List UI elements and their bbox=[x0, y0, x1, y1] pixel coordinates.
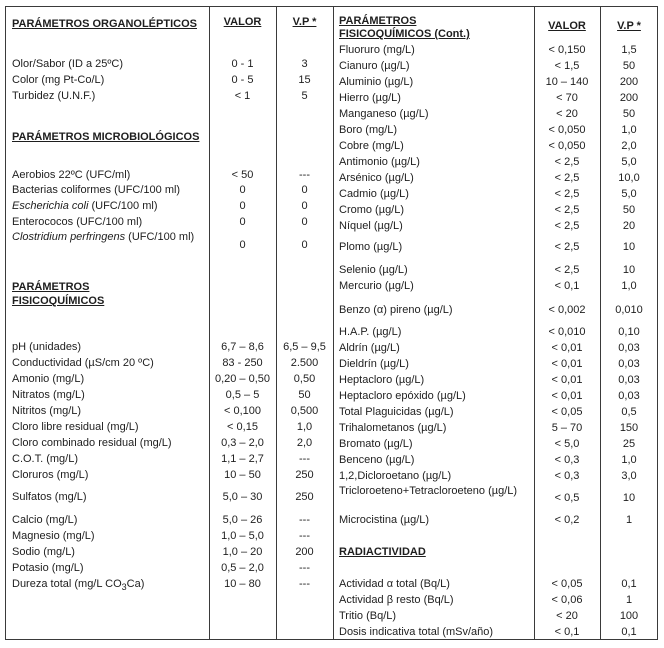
parameter-vp: --- bbox=[299, 530, 310, 542]
section-title-microbiologicos: PARÁMETROS MICROBIOLÓGICOS bbox=[12, 131, 200, 143]
parameter-name: Plomo (µg/L) bbox=[339, 241, 403, 253]
parameter-name: Nitratos (mg/L) bbox=[12, 389, 85, 401]
parameter-value: 10 – 140 bbox=[545, 76, 589, 88]
parameter-vp: 0 bbox=[301, 216, 308, 228]
parameter-vp: 1,0 bbox=[621, 124, 637, 136]
parameter-vp: 0,03 bbox=[618, 358, 640, 370]
parameter-vp: 15 bbox=[298, 74, 311, 86]
parameter-value: 6,7 – 8,6 bbox=[221, 341, 264, 353]
parameter-name: Magnesio (mg/L) bbox=[12, 530, 95, 542]
parameter-name: Nitritos (mg/L) bbox=[12, 405, 82, 417]
parameter-name: Heptacloro epóxido (µg/L) bbox=[339, 390, 466, 402]
parameter-name: Cloro libre residual (mg/L) bbox=[12, 421, 139, 433]
parameter-value: < 0,050 bbox=[548, 124, 586, 136]
parameter-name: Olor/Sabor (ID a 25ºC) bbox=[12, 58, 123, 70]
parameter-value: < 5,0 bbox=[554, 438, 580, 450]
parameter-name: Bacterias coliformes (UFC/100 ml) bbox=[12, 184, 181, 196]
parameter-name: Heptacloro (µg/L) bbox=[339, 374, 425, 386]
parameter-name: Bromato (µg/L) bbox=[339, 438, 413, 450]
section-title-fisicoquimicos: PARÁMETROS bbox=[12, 281, 90, 293]
parameter-value: < 70 bbox=[556, 92, 578, 104]
parameter-vp: 1,0 bbox=[296, 421, 313, 433]
parameter-value: 10 – 80 bbox=[224, 578, 261, 590]
parameter-vp: 100 bbox=[619, 610, 639, 622]
column-divider bbox=[333, 7, 334, 639]
parameter-name: Cloruros (mg/L) bbox=[12, 469, 89, 481]
parameter-name: Benceno (µg/L) bbox=[339, 454, 415, 466]
parameter-name: Dieldrín (µg/L) bbox=[339, 358, 409, 370]
parameter-value: < 0,15 bbox=[227, 421, 258, 433]
parameter-value: 0,20 – 0,50 bbox=[214, 373, 271, 385]
parameter-value: < 0,05 bbox=[551, 406, 583, 418]
parameter-vp: 5 bbox=[301, 90, 308, 102]
parameter-vp: 1 bbox=[625, 514, 633, 526]
parameter-vp: 0,500 bbox=[290, 405, 319, 417]
parameter-name: Boro (mg/L) bbox=[339, 124, 398, 136]
parameter-name: Sodio (mg/L) bbox=[12, 546, 75, 558]
parameter-name: Color (mg Pt-Co/L) bbox=[12, 74, 105, 86]
parameter-vp: 20 bbox=[622, 220, 636, 232]
parameter-vp: --- bbox=[299, 562, 310, 574]
parameter-value: < 20 bbox=[556, 610, 578, 622]
parameter-name: Actividad β resto (Bq/L) bbox=[339, 594, 454, 606]
parameter-name: Selenio (µg/L) bbox=[339, 264, 408, 276]
parameter-value: 5 – 70 bbox=[551, 422, 583, 434]
parameter-value: 0 bbox=[239, 200, 246, 212]
parameter-vp: 150 bbox=[619, 422, 639, 434]
parameter-vp: 5,0 bbox=[621, 188, 637, 200]
section-title-organolepticos: PARÁMETROS ORGANOLÉPTICOS bbox=[12, 18, 197, 30]
parameter-name: Arsénico (µg/L) bbox=[339, 172, 414, 184]
water-quality-table bbox=[5, 6, 658, 640]
parameter-value: < 2,5 bbox=[554, 188, 580, 200]
parameter-value: 5,0 – 30 bbox=[222, 491, 263, 503]
parameter-vp: 50 bbox=[298, 389, 311, 401]
parameter-value: < 0,06 bbox=[551, 594, 583, 606]
parameter-vp: 200 bbox=[295, 546, 314, 558]
parameter-name: Trihalometanos (µg/L) bbox=[339, 422, 447, 434]
parameter-value: < 0,010 bbox=[548, 326, 586, 338]
parameter-value: 10 – 50 bbox=[224, 469, 261, 481]
parameter-vp: 10 bbox=[622, 492, 636, 504]
parameter-vp: 0,1 bbox=[621, 626, 637, 638]
parameter-name: Cloro combinado residual (mg/L) bbox=[12, 437, 172, 449]
parameter-value: < 0,1 bbox=[554, 626, 580, 638]
parameter-vp: 0,5 bbox=[621, 406, 637, 418]
parameter-name: pH (unidades) bbox=[12, 341, 82, 353]
parameter-value: < 1 bbox=[234, 90, 251, 102]
parameter-value: < 0,150 bbox=[548, 44, 586, 56]
parameter-name: Níquel (µg/L) bbox=[339, 220, 403, 232]
parameter-value: 0,3 – 2,0 bbox=[221, 437, 264, 449]
parameter-vp: --- bbox=[299, 169, 310, 181]
parameter-name: Cobre (mg/L) bbox=[339, 140, 404, 152]
parameter-name: Dosis indicativa total (mSv/año) bbox=[339, 626, 494, 638]
parameter-vp: 3 bbox=[301, 58, 308, 70]
parameter-value: 0 - 5 bbox=[231, 74, 254, 86]
parameter-value: < 0,01 bbox=[551, 342, 583, 354]
parameter-name: Fluoruro (mg/L) bbox=[339, 44, 415, 56]
parameter-value: < 0,01 bbox=[551, 358, 583, 370]
parameter-name: Clostridium perfringens (UFC/100 ml) bbox=[12, 231, 195, 243]
parameter-value: < 20 bbox=[556, 108, 578, 120]
parameter-name: Amonio (mg/L) bbox=[12, 373, 85, 385]
parameter-vp: 0,010 bbox=[615, 304, 643, 316]
parameter-vp: 50 bbox=[622, 108, 636, 120]
parameter-name: 1,2,Dicloroetano (µg/L) bbox=[339, 470, 452, 482]
parameter-name: Antimonio (µg/L) bbox=[339, 156, 420, 168]
parameter-value: < 0,5 bbox=[554, 492, 580, 504]
parameter-vp: 0,03 bbox=[618, 342, 640, 354]
parameter-vp: 250 bbox=[295, 469, 314, 481]
header-valor: VALOR bbox=[548, 20, 586, 32]
parameter-value: 0 - 1 bbox=[231, 58, 254, 70]
parameter-value: 0 bbox=[239, 184, 246, 196]
parameter-value: < 2,5 bbox=[554, 156, 580, 168]
parameter-name: Turbidez (U.N.F.) bbox=[12, 90, 96, 102]
parameter-value: < 0,2 bbox=[554, 514, 580, 526]
parameter-name: Mercurio (µg/L) bbox=[339, 280, 414, 292]
parameter-name: Benzo (α) pireno (µg/L) bbox=[339, 304, 453, 316]
parameter-name: Cromo (µg/L) bbox=[339, 204, 405, 216]
parameter-value: 83 - 250 bbox=[222, 357, 263, 369]
parameter-value: < 0,002 bbox=[548, 304, 586, 316]
parameter-value: < 0,05 bbox=[551, 578, 583, 590]
parameter-name: Total Plaguicidas (µg/L) bbox=[339, 406, 454, 418]
parameter-vp: 0,1 bbox=[621, 578, 637, 590]
parameter-value: < 2,5 bbox=[554, 264, 580, 276]
parameter-value: 0,5 – 2,0 bbox=[221, 562, 264, 574]
parameter-name: H.A.P. (µg/L) bbox=[339, 326, 402, 338]
parameter-vp: --- bbox=[299, 578, 310, 590]
parameter-value: < 50 bbox=[231, 169, 254, 181]
parameter-vp: 10 bbox=[622, 264, 636, 276]
parameter-value: < 0,100 bbox=[223, 405, 261, 417]
parameter-vp: 2.500 bbox=[290, 357, 319, 369]
parameter-vp: 10 bbox=[622, 241, 636, 253]
header-vp: V.P * bbox=[617, 20, 641, 32]
parameter-vp: 2,0 bbox=[621, 140, 637, 152]
parameter-vp: 50 bbox=[622, 204, 636, 216]
parameter-vp: 250 bbox=[295, 491, 314, 503]
parameter-vp: 0,03 bbox=[618, 390, 640, 402]
parameter-value: < 0,01 bbox=[551, 390, 583, 402]
parameter-value: < 2,5 bbox=[554, 172, 580, 184]
parameter-value: 1,1 – 2,7 bbox=[221, 453, 264, 465]
parameter-name: Sulfatos (mg/L) bbox=[12, 491, 87, 503]
parameter-vp: 0 bbox=[301, 184, 308, 196]
section-title-fisicoquimicos-cont: PARÁMETROS bbox=[339, 15, 417, 27]
parameter-value: 1,0 – 5,0 bbox=[221, 530, 264, 542]
parameter-vp: 0,50 bbox=[293, 373, 316, 385]
parameter-vp: 1,0 bbox=[621, 454, 637, 466]
parameter-vp: 25 bbox=[622, 438, 636, 450]
parameter-vp: --- bbox=[299, 453, 310, 465]
parameter-value: < 1,5 bbox=[554, 60, 580, 72]
parameter-name: Enterococos (UFC/100 ml) bbox=[12, 216, 143, 228]
parameter-vp: 200 bbox=[619, 76, 639, 88]
section-title-fisicoquimicos-cont: FISICOQUÍMICOS (Cont.) bbox=[339, 28, 470, 40]
parameter-value: < 2,5 bbox=[554, 220, 580, 232]
parameter-vp: 2,0 bbox=[296, 437, 313, 449]
parameter-vp: 1,0 bbox=[621, 280, 637, 292]
parameter-name: Tritio (Bq/L) bbox=[339, 610, 397, 622]
parameter-value: 5,0 – 26 bbox=[222, 514, 263, 526]
parameter-vp: 50 bbox=[622, 60, 636, 72]
parameter-name: Aluminio (µg/L) bbox=[339, 76, 414, 88]
parameter-name: Dureza total (mg/L $CO_3Ca$) bbox=[12, 578, 145, 593]
parameter-name: Actividad α total (Bq/L) bbox=[339, 578, 450, 590]
parameter-name: Microcistina (µg/L) bbox=[339, 514, 430, 526]
parameter-name: Aerobios 22ºC (UFC/ml) bbox=[12, 169, 131, 181]
parameter-name: Cianuro (µg/L) bbox=[339, 60, 410, 72]
parameter-vp: 1,5 bbox=[621, 44, 637, 56]
parameter-vp: --- bbox=[299, 514, 310, 526]
parameter-value: 0,5 – 5 bbox=[225, 389, 260, 401]
parameter-vp: 6,5 – 9,5 bbox=[283, 341, 326, 353]
parameter-name: Cadmio (µg/L) bbox=[339, 188, 409, 200]
section-title-radiactividad: RADIACTIVIDAD bbox=[339, 546, 426, 558]
parameter-value: 0 bbox=[239, 239, 246, 251]
header-vp: V.P * bbox=[292, 16, 317, 28]
section-title-fisicoquimicos: FISICOQUÍMICOS bbox=[12, 295, 105, 307]
header-valor: VALOR bbox=[223, 16, 262, 28]
parameter-vp: 10,0 bbox=[618, 172, 640, 184]
parameter-vp: 3,0 bbox=[621, 470, 637, 482]
parameter-name: Aldrín (µg/L) bbox=[339, 342, 400, 354]
parameter-vp: 0 bbox=[301, 239, 308, 251]
parameter-vp: 0 bbox=[301, 200, 308, 212]
parameter-value: < 2,5 bbox=[554, 241, 580, 253]
parameter-name: Manganeso (µg/L) bbox=[339, 108, 429, 120]
parameter-name: Calcio (mg/L) bbox=[12, 514, 78, 526]
parameter-name: Escherichia coli (UFC/100 ml) bbox=[12, 200, 158, 212]
parameter-value: 0 bbox=[239, 216, 246, 228]
parameter-value: < 0,050 bbox=[548, 140, 586, 152]
parameter-value: < 2,5 bbox=[554, 204, 580, 216]
parameter-name: Potasio (mg/L) bbox=[12, 562, 84, 574]
parameter-name: Tricloroeteno+Tetracloroeteno (µg/L) bbox=[339, 485, 518, 497]
parameter-vp: 200 bbox=[619, 92, 639, 104]
parameter-name: C.O.T. (mg/L) bbox=[12, 453, 79, 465]
parameter-value: < 0,01 bbox=[551, 374, 583, 386]
parameter-name: Hierro (µg/L) bbox=[339, 92, 401, 104]
parameter-value: < 0,3 bbox=[554, 454, 580, 466]
parameter-value: < 0,3 bbox=[554, 470, 580, 482]
parameter-value: < 0,1 bbox=[554, 280, 580, 292]
parameter-vp: 0,10 bbox=[618, 326, 640, 338]
parameter-name: Conductividad (µS/cm 20 ºC) bbox=[12, 357, 154, 369]
parameter-vp: 0,03 bbox=[618, 374, 640, 386]
parameter-vp: 1 bbox=[625, 594, 633, 606]
parameter-vp: 5,0 bbox=[621, 156, 637, 168]
parameter-value: 1,0 – 20 bbox=[222, 546, 263, 558]
